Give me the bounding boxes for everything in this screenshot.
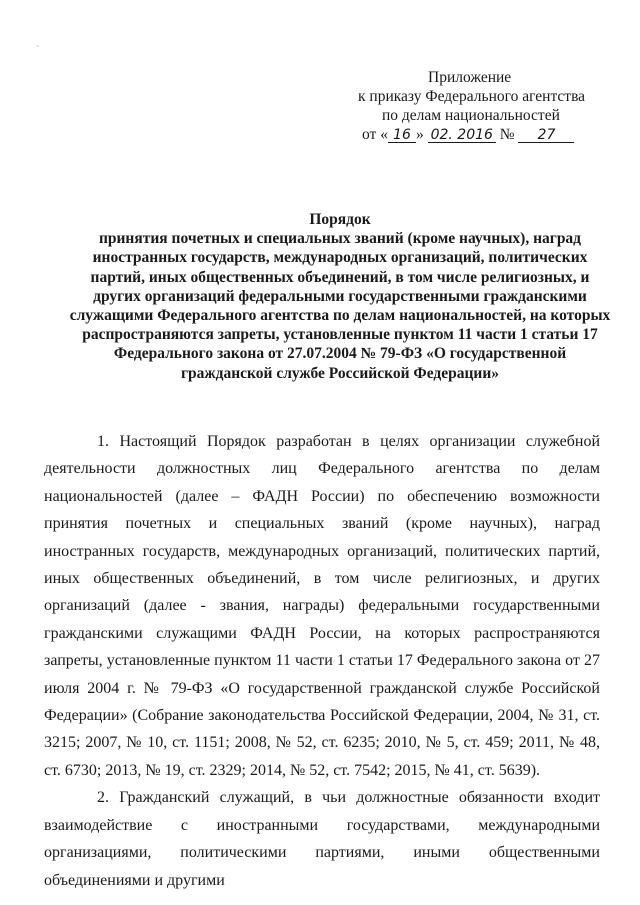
date-mid: »: [415, 126, 424, 143]
title-line: принятия почетных и специальных званий (кроме научных), наград: [98, 230, 582, 248]
document-title: [40, 210, 640, 383]
paragraph-1: 1. Настоящий Порядок разработан в целях организации служебной деятельности должностных лиц Федерального агентства по делам национальностей (далее – ФАДН России) по обеспечению возможности принятия почетных и специальных званий (кроме научных), наград иностранных государств, международных организаций, политических партий, иных общественных объединений, в том числе религиозных, и других организаций (далее - звания, награды) федеральными государственными гражданскими служащими ФАДН России, на которых распространяются запреты, установленные пунктом 11 части 1 статьи 17 Федерального закона от 27 июля 2004 г. № 79-ФЗ «О государственной гражданской службе Российской Федерации» (Собрание законодательства Российской Федерации, 2004, № 31, ст. 3215; 2007, № 10, ст. 1151; 2008, № 52, ст. 6235; 2010, № 5, ст. 459; 2011, № 48, ст. 6730; 2013, № 19, ст. 2329; 2014, № 52, ст. 7542; 2015, № 41, ст. 5639).: [44, 433, 600, 779]
appendix-agency: по делам национальностей: [382, 107, 560, 124]
number-prefix: №: [499, 126, 515, 143]
handwritten-day: 16: [388, 128, 416, 143]
document-body: [44, 428, 600, 894]
paragraph-2: 2. Гражданский служащий, в чьи должностные обязанности входит взаимодействие с иностранными государствами, международными организациями, политическими партиями, иными общественными объединениями и другими: [44, 789, 600, 889]
title-line: служащими Федерального агентства по делам национальностей, на которых: [69, 307, 611, 325]
title-line: Федерального закона от 27.07.2004 № 79-ФЗ «О государственной: [113, 345, 567, 363]
title-line: других организаций федеральными государственными гражданскими: [93, 287, 587, 305]
title-line: распространяются запреты, установленные пунктом 11 части 1 статьи 17: [82, 326, 598, 344]
appendix-label: Приложение: [428, 69, 512, 86]
title-line: гражданской службе Российской Федерации»: [180, 364, 500, 382]
appendix-order-ref: к приказу Федерального агентства: [358, 88, 586, 105]
appendix-date-number: [340, 125, 600, 144]
date-prefix: от «: [362, 126, 388, 143]
appendix-header: [340, 68, 600, 144]
title-heading: Порядок: [309, 211, 371, 228]
scan-mark: `: [36, 44, 39, 54]
handwritten-month-year: 02. 2016: [428, 128, 496, 143]
title-line: партий, иных общественных объединений, в том числе религиозных, и: [90, 268, 590, 286]
handwritten-number: 27: [518, 128, 574, 143]
title-line: иностранных государств, международных организаций, политических: [92, 249, 588, 267]
